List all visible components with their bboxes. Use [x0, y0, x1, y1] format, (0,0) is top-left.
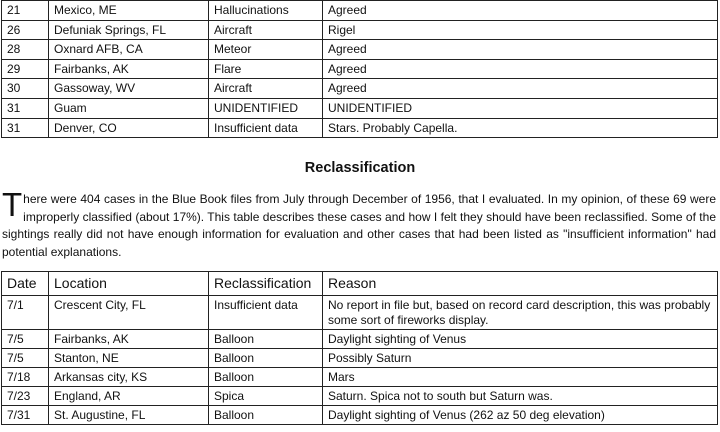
- table-cell: Agreed: [323, 59, 718, 79]
- column-header: Reclassification: [209, 272, 323, 296]
- table-cell: Oxnard AFB, CA: [49, 40, 209, 60]
- table-cell: Aircraft: [209, 79, 323, 99]
- table-cell: Mars: [323, 368, 718, 387]
- table-cell: Insufficient data: [209, 118, 323, 138]
- table-row: [2, 349, 718, 368]
- table-row: [2, 387, 718, 406]
- table-row: [2, 368, 718, 387]
- table-row: [2, 40, 718, 60]
- table-cell: Rigel: [323, 20, 718, 40]
- table-cell: No report in file but, based on record card description, this was probably some sort of fireworks display.: [323, 296, 718, 330]
- table-cell: Balloon: [209, 349, 323, 368]
- table-row: [2, 20, 718, 40]
- table-cell: Saturn. Spica not to south but Saturn was.: [323, 387, 718, 406]
- table-cell: Spica: [209, 387, 323, 406]
- table-cell: 26: [2, 20, 49, 40]
- table-cell: 7/23: [2, 387, 49, 406]
- table-cell: UNIDENTIFIED: [209, 98, 323, 118]
- table-cell: Stanton, NE: [49, 349, 209, 368]
- table-cell: England, AR: [49, 387, 209, 406]
- table-cell: Balloon: [209, 368, 323, 387]
- table-cell: Hallucinations: [209, 1, 323, 21]
- table-cell: Balloon: [209, 330, 323, 349]
- table-cell: Guam: [49, 98, 209, 118]
- table-cell: Flare: [209, 59, 323, 79]
- table-row: [2, 330, 718, 349]
- table-cell: Balloon: [209, 406, 323, 425]
- intro-text: here were 404 cases in the Blue Book files from July through December of 1956, that I evaluated. In my opinion, of these 69 were improperly classified (about 17%). This table describes these cases and how I felt they should have been reclassified. Some of the sightings really did not have enough information for evaluation and other cases that had been listed as "insufficient information" had potential explanations.: [2, 192, 716, 259]
- drop-cap: T: [2, 186, 23, 223]
- table-cell: 30: [2, 79, 49, 99]
- table-row: [2, 296, 718, 330]
- table-row: [2, 59, 718, 79]
- column-header: Location: [49, 272, 209, 296]
- table-cell: 7/31: [2, 406, 49, 425]
- table-cell: Mexico, ME: [49, 1, 209, 21]
- table-cell: Arkansas city, KS: [49, 368, 209, 387]
- table-row: [2, 79, 718, 99]
- table-row: [2, 406, 718, 425]
- table-row: [2, 1, 718, 21]
- column-header: Date: [2, 272, 49, 296]
- table-cell: St. Augustine, FL: [49, 406, 209, 425]
- table-cell: Possibly Saturn: [323, 349, 718, 368]
- table-cell: Denver, CO: [49, 118, 209, 138]
- table-cell: 7/5: [2, 330, 49, 349]
- table-cell: 29: [2, 59, 49, 79]
- reclassification-table: [1, 271, 718, 425]
- table-cell: Crescent City, FL: [49, 296, 209, 330]
- table-cell: Defuniak Springs, FL: [49, 20, 209, 40]
- intro-paragraph: [2, 186, 716, 261]
- table-cell: Meteor: [209, 40, 323, 60]
- section-heading: Reclassification: [304, 160, 416, 176]
- table-cell: 7/5: [2, 349, 49, 368]
- table-row: [2, 98, 718, 118]
- table-cell: Fairbanks, AK: [49, 330, 209, 349]
- table-cell: 31: [2, 98, 49, 118]
- table-cell: Aircraft: [209, 20, 323, 40]
- table-cell: Daylight sighting of Venus (262 az 50 deg elevation): [323, 406, 718, 425]
- table-cell: 7/1: [2, 296, 49, 330]
- table-cell: Fairbanks, AK: [49, 59, 209, 79]
- table-row: [2, 118, 718, 138]
- table-header-row: [2, 272, 718, 296]
- table-cell: UNIDENTIFIED: [323, 98, 718, 118]
- table-cell: 7/18: [2, 368, 49, 387]
- table-cell: Stars. Probably Capella.: [323, 118, 718, 138]
- table-cell: Agreed: [323, 1, 718, 21]
- table-cell: 31: [2, 118, 49, 138]
- table-cell: 28: [2, 40, 49, 60]
- top-sightings-table: [1, 0, 718, 138]
- table-cell: Agreed: [323, 40, 718, 60]
- table-cell: Agreed: [323, 79, 718, 99]
- column-header: Reason: [323, 272, 718, 296]
- table-cell: Daylight sighting of Venus: [323, 330, 718, 349]
- table-cell: Insufficient data: [209, 296, 323, 330]
- table-cell: Gassoway, WV: [49, 79, 209, 99]
- table-cell: 21: [2, 1, 49, 21]
